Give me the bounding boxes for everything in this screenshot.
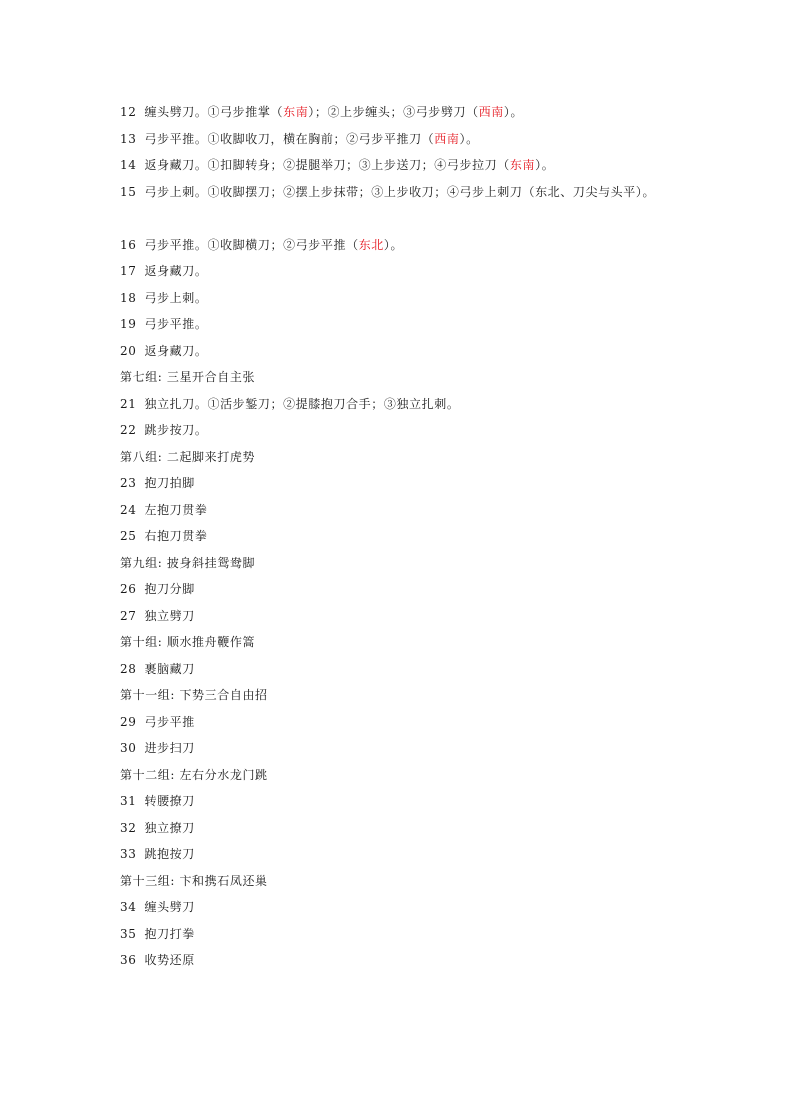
step-text: ）。 (383, 237, 404, 252)
group-heading (120, 550, 760, 577)
step-number: 34 (120, 900, 137, 914)
document-body (120, 99, 760, 974)
step-text: 右抱刀贯拳 (144, 529, 208, 543)
form-step-line (120, 99, 760, 126)
step-number: 28 (120, 661, 137, 676)
step-number: 24 (120, 502, 137, 517)
form-step-line (120, 947, 760, 974)
direction-highlight: 西南 (434, 131, 460, 146)
step-text: 抱刀打拳 (144, 926, 195, 941)
step-text: 弓步平推。 (144, 317, 208, 331)
form-step-line (120, 603, 760, 630)
step-text: 抱刀拍脚 (144, 476, 195, 490)
group-heading (120, 629, 760, 656)
form-step-line (120, 417, 760, 444)
group-heading-text: 第七组: 三星开合自主张 (120, 370, 256, 384)
form-step-line (120, 815, 760, 842)
form-step-line (120, 894, 760, 921)
step-number: 26 (120, 582, 137, 596)
step-number: 22 (120, 423, 137, 437)
direction-highlight: 东南 (283, 105, 309, 119)
form-step-line (120, 523, 760, 550)
form-step-line (120, 232, 760, 259)
group-heading-text: 第九组: 披身斜挂鸳鸯脚 (120, 555, 256, 570)
step-text: 抱刀分脚 (144, 582, 195, 596)
step-text: 返身藏刀。①扣脚转身；②提腿举刀；③上步送刀；④弓步拉刀（ (144, 158, 510, 172)
step-number: 15 (120, 184, 137, 199)
step-number: 32 (120, 820, 137, 835)
form-step-line (120, 470, 760, 497)
step-text: 弓步平推。①收脚收刀，横在胸前；②弓步平推刀（ (144, 131, 435, 146)
form-step-line (120, 311, 760, 338)
step-number: 30 (120, 741, 137, 755)
step-text: 进步扫刀 (144, 741, 195, 755)
step-text: 弓步平推。①收脚横刀；②弓步平推（ (144, 237, 359, 252)
form-step-line (120, 126, 760, 153)
step-text: 返身藏刀。 (144, 343, 208, 358)
step-text: 弓步平推 (144, 714, 195, 729)
group-heading-text: 第十一组: 下势三合自由招 (120, 688, 268, 702)
step-text: ）。 (535, 158, 555, 172)
form-step-line (120, 709, 760, 736)
step-text: ）。 (503, 105, 524, 119)
step-text: 弓步上刺。 (144, 290, 208, 305)
step-text: 返身藏刀。 (144, 264, 208, 278)
form-step-line (120, 735, 760, 762)
step-text: 跳抱按刀 (144, 847, 195, 861)
form-step-line (120, 179, 760, 206)
step-number: 16 (120, 237, 137, 252)
step-number: 14 (120, 158, 137, 172)
group-heading (120, 444, 760, 471)
group-heading (120, 364, 760, 391)
step-number: 36 (120, 953, 137, 967)
step-number: 23 (120, 476, 137, 490)
direction-highlight: 东北 (358, 237, 384, 252)
step-number: 29 (120, 714, 137, 729)
form-step-line (120, 152, 760, 179)
group-heading (120, 868, 760, 895)
group-heading-text: 第十组: 顺水推舟鞭作篙 (120, 635, 256, 649)
form-step-line (120, 656, 760, 683)
step-text: 转腰撩刀 (144, 794, 195, 808)
form-step-line (120, 576, 760, 603)
step-text: 缠头劈刀。①弓步推掌（ (144, 105, 284, 119)
step-text: 左抱刀贯拳 (144, 502, 208, 517)
step-text: 独立劈刀 (144, 608, 195, 623)
step-text: 裹脑藏刀 (144, 661, 195, 676)
group-heading-text: 第十三组: 卞和携石凤还巢 (120, 873, 268, 888)
step-number: 27 (120, 608, 137, 623)
form-step-line (120, 497, 760, 524)
step-number: 31 (120, 794, 137, 808)
paragraph-gap (120, 205, 760, 232)
form-step-line (120, 841, 760, 868)
step-number: 18 (120, 290, 137, 305)
form-step-line (120, 258, 760, 285)
group-heading-text: 第十二组: 左右分水龙门跳 (120, 767, 268, 782)
group-heading (120, 762, 760, 789)
step-text: 独立扎刀。①活步錾刀；②提膝抱刀合手；③独立扎刺。 (144, 396, 460, 411)
step-text: 跳步按刀。 (144, 423, 208, 437)
group-heading (120, 682, 760, 709)
step-number: 17 (120, 264, 137, 278)
group-heading-text: 第八组: 二起脚来打虎势 (120, 449, 256, 464)
step-number: 13 (120, 131, 137, 146)
step-number: 21 (120, 396, 137, 411)
step-text: 弓步上刺。①收脚摆刀；②摆上步抹带；③上步收刀；④弓步上刺刀（东北、刀尖与头平）。 (144, 184, 656, 199)
step-text: ）；②上步缠头；③弓步劈刀（ (308, 105, 479, 119)
direction-highlight: 西南 (478, 105, 504, 119)
form-step-line (120, 788, 760, 815)
step-text: 收势还原 (144, 953, 195, 967)
step-number: 25 (120, 529, 137, 543)
step-number: 35 (120, 926, 137, 941)
form-step-line (120, 285, 760, 312)
step-number: 12 (120, 105, 137, 119)
form-step-line (120, 391, 760, 418)
form-step-line (120, 338, 760, 365)
step-text: ）。 (459, 131, 479, 146)
step-number: 33 (120, 847, 137, 861)
step-text: 缠头劈刀 (144, 900, 195, 914)
step-text: 独立撩刀 (144, 820, 195, 835)
direction-highlight: 东南 (509, 158, 536, 172)
form-step-line (120, 921, 760, 948)
step-number: 20 (120, 343, 137, 358)
step-number: 19 (120, 317, 137, 331)
